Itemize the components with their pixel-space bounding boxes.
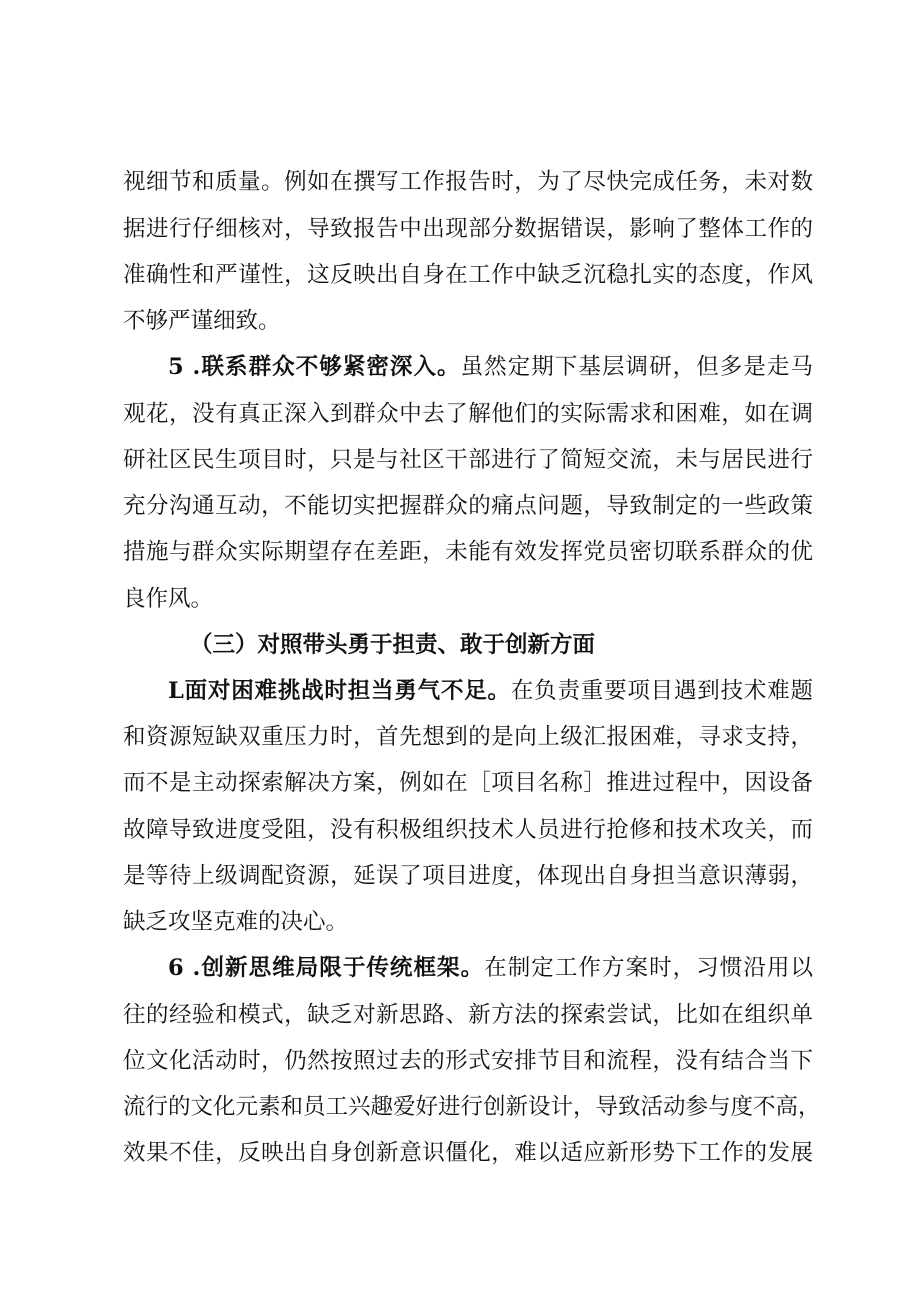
- text-line: 效果不佳，反映出自身创新意识僵化，难以适应新形势下工作的发展: [123, 1140, 813, 1166]
- text-line: 是等待上级调配资源，延误了项目进度，体现出自身担当意识薄弱，: [123, 863, 813, 889]
- item-heading: 6 .创新思维局限于传统框架。: [168, 955, 485, 981]
- text-line: 流行的文化元素和员工兴趣爱好进行创新设计，导致活动参与度不高，: [123, 1094, 821, 1120]
- paragraph-text: 虽然定期下基层调研，但多是走马: [460, 354, 813, 380]
- text-line: 研社区民生项目时，只是与社区干部进行了简短交流，未与居民进行: [123, 447, 813, 473]
- text-line: 充分沟通互动，不能切实把握群众的痛点问题，导致制定的一些政策: [123, 493, 813, 519]
- text-line: 而不是主动探索解决方案，例如在［项目名称］推进过程中，因设备: [123, 770, 813, 796]
- text-line: 视细节和质量。例如在撰写工作报告时，为了尽快完成任务，未对数: [123, 169, 813, 195]
- text-line: 往的经验和模式，缺乏对新思路、新方法的探索尝试，比如在组织单: [123, 1002, 813, 1028]
- paragraph-first-line: [168, 953, 813, 983]
- text-line: 不够严谨细致。: [123, 308, 281, 334]
- paragraph-text: 在制定工作方案时，习惯沿用以: [484, 955, 813, 981]
- text-line: 良作风。: [123, 586, 214, 612]
- text-line: 和资源短缺双重压力时，首先想到的是向上级汇报困难，寻求支持，: [123, 724, 813, 750]
- section-heading: （三）对照带头勇于担责、敢于创新方面: [190, 632, 596, 658]
- paragraph-first-line: [168, 352, 813, 382]
- text-line: 据进行仔细核对，导致报告中出现部分数据错误，影响了整体工作的: [123, 216, 813, 242]
- item-heading: 5 .联系群众不够紧密深入。: [168, 354, 461, 380]
- text-line: 措施与群众实际期望存在差距，未能有效发挥党员密切联系群众的优: [123, 539, 813, 565]
- paragraph-text: 在负责重要项目遇到技术难题: [510, 678, 813, 704]
- text-line: 位文化活动时，仍然按照过去的形式安排节目和流程，没有结合当下: [123, 1048, 813, 1074]
- text-line: 缺乏攻坚克难的决心。: [123, 909, 349, 935]
- item-heading: L面对困难挑战时担当勇气不足。: [168, 678, 511, 704]
- text-line: 故障导致进度受阻，没有积极组织技术人员进行抢修和技术攻关，而: [123, 817, 813, 843]
- text-line: 观花，没有真正深入到群众中去了解他们的实际需求和困难，如在调: [123, 401, 813, 427]
- text-line: 准确性和严谨性，这反映出自身在工作中缺乏沉稳扎实的态度，作风: [123, 262, 813, 288]
- paragraph-first-line: [168, 676, 813, 706]
